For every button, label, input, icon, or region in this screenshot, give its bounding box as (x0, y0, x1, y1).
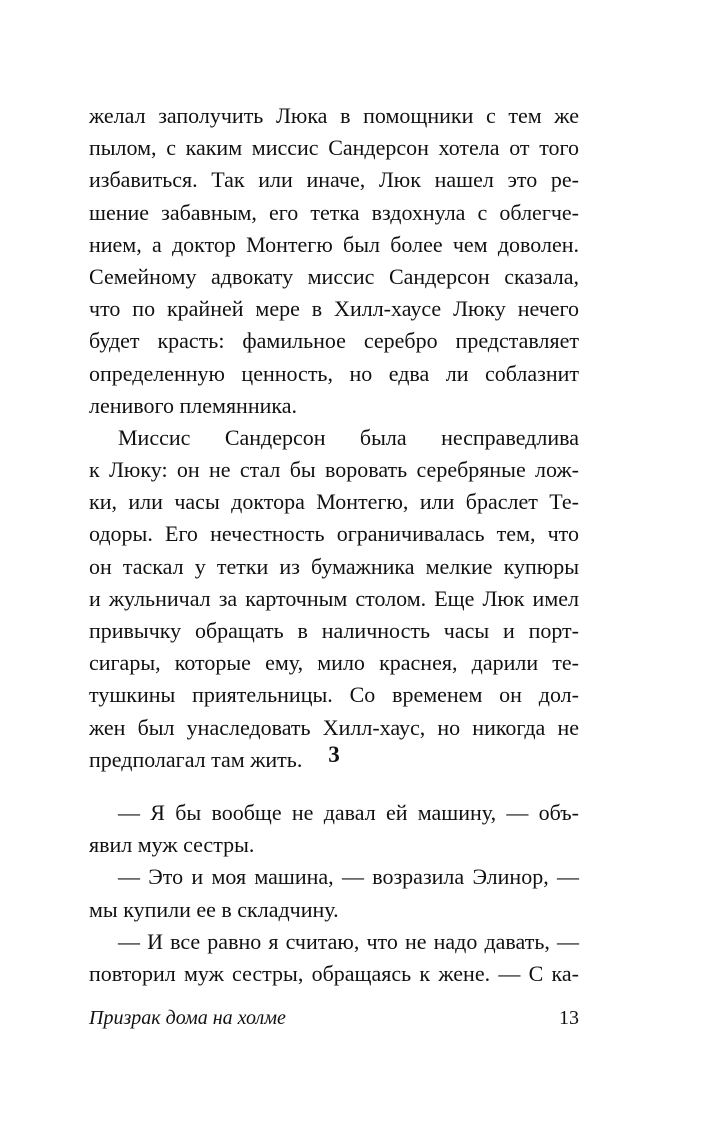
text-line: — И все равно я считаю, что не надо давать, — (118, 928, 579, 954)
text-line: и жульничал за карточным столом. Еще Люк имел (89, 585, 579, 611)
text-line: Миссис Сандерсон была несправедлива (118, 424, 579, 450)
main-text (89, 100, 579, 776)
text-line: тушкины приятельницы. Со временем он дол- (89, 682, 579, 708)
text-line: к Люку: он не стал бы воровать серебряные лож- (89, 457, 579, 483)
text-line: будет красть: фамильное серебро представляет (89, 328, 579, 354)
paragraph (89, 100, 579, 422)
text-line: сигары, которые ему, мило краснея, дарили те- (89, 650, 579, 676)
text-line: что по крайней мере в Хилл-хаусе Люку нечего (89, 296, 579, 322)
page-number: 13 (559, 1007, 579, 1029)
paragraph (89, 422, 579, 776)
text-line: ки, или часы доктора Монтегю, или браслет Те- (89, 489, 579, 515)
text-line: — Я бы вообще не давал ей машину, — объ- (118, 800, 579, 825)
text-line: явил муж сестры. (89, 832, 255, 858)
text-line: шение забавным, его тетка вздохнула с облегче- (89, 199, 579, 225)
dialogue-text (89, 797, 579, 990)
text-line: желал заполучить Люка в помощники с тем же (89, 103, 579, 128)
text-line: он таскал у тетки из бумажника мелкие купюры (89, 553, 579, 579)
text-line: — Это и моя машина, — возразила Элинор, — (118, 864, 579, 890)
text-line: избавиться. Так или иначе, Люк нашел это ре- (89, 167, 579, 193)
page-footer (89, 1004, 579, 1032)
text-line: ленивого племянника. (89, 392, 298, 418)
running-title: Призрак дома на холме (89, 1007, 286, 1029)
paragraph (89, 861, 579, 925)
text-line: мы купили ее в складчину. (89, 896, 339, 922)
chapter-number: 3 (328, 742, 340, 767)
text-line: Семейному адвокату миссис Сандерсон сказала, (89, 263, 579, 289)
text-line: определенную ценность, но едва ли соблазнит (89, 360, 579, 386)
paragraph (89, 797, 579, 861)
text-line: нием, а доктор Монтегю был более чем доволен. (89, 231, 579, 257)
text-line: привычку обращать в наличность часы и порт- (89, 618, 579, 643)
text-line: пылом, с каким миссис Сандерсон хотела от того (89, 135, 579, 161)
text-line: одоры. Его нечестность ограничивалась тем, что (89, 521, 579, 547)
text-line: повторил муж сестры, обращаясь к жене. — С ка- (89, 960, 579, 986)
text-line: жен был унаследовать Хилл-хаус, но никогда не (89, 714, 579, 740)
paragraph (89, 926, 579, 990)
text-line: предполагал там жить. (89, 746, 303, 772)
